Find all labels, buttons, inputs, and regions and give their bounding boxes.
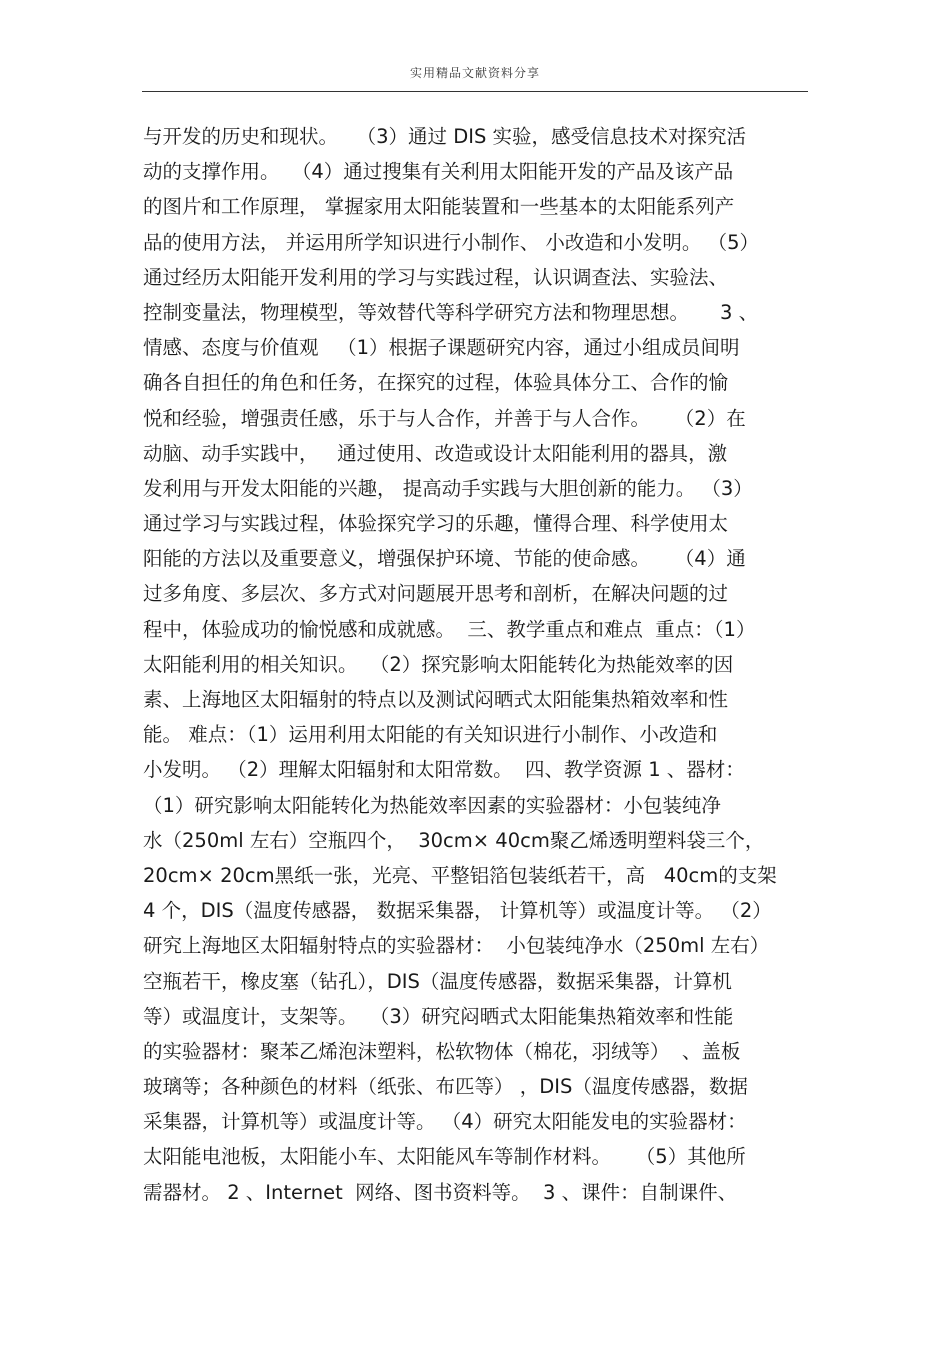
text-line: 动脑、动手实践中， 通过使用、改造或设计太阳能利用的器具，激 xyxy=(143,441,728,465)
text-line: 品的使用方法， 并运用所学知识进行小制作、 小改造和小发明。 （5） xyxy=(143,230,760,254)
text-line: 与开发的历史和现状。 （3）通过 DIS 实验，感受信息技术对探究活 xyxy=(143,125,747,148)
text-line: 的图片和工作原理， 掌握家用太阳能装置和一些基本的太阳能系列产 xyxy=(143,195,735,219)
text-line: 发利用与开发太阳能的兴趣， 提高动手实践与大胆创新的能力。 （3） xyxy=(143,476,753,500)
text-line: 玻璃等；各种颜色的材料（纸张、布匹等） ，DIS（温度传感器，数据 xyxy=(143,1075,748,1099)
text-line: 过多角度、多层次、多方式对问题展开思考和剖析，在解决问题的过 xyxy=(143,582,729,606)
text-line: 程中，体验成功的愉悦感和成就感。 三、教学重点和难点 重点：（1） xyxy=(143,617,756,641)
text-line: 需器材。 2 、Internet 网络、图书资料等。 3 、课件：自制课件、 xyxy=(143,1180,738,1204)
text-line: 能。 难点：（1）运用利用太阳能的有关知识进行小制作、小改造和 xyxy=(143,723,718,747)
text-line: （1）研究影响太阳能转化为热能效率因素的实验器材：小包装纯净 xyxy=(143,793,721,817)
document-body xyxy=(143,119,823,1210)
text-line: 等）或温度计，支架等。 （3）研究闷晒式太阳能集热箱效率和性能 xyxy=(143,1004,734,1028)
page-header: 实用精品文献资料分享 xyxy=(409,66,540,80)
text-line: 情感、态度与价值观 （1）根据子课题研究内容，通过小组成员间明 xyxy=(143,336,740,360)
text-line: 动的支撑作用。 （4）通过搜集有关利用太阳能开发的产品及该产品 xyxy=(143,160,734,184)
text-line: 控制变量法，物理模型，等效替代等科学研究方法和物理思想。 3 、 xyxy=(143,300,759,324)
header-divider xyxy=(142,91,808,92)
text-line: 空瓶若干，橡皮塞（钻孔），DIS（温度传感器，数据采集器，计算机 xyxy=(143,969,732,993)
text-line: 通过学习与实践过程，体验探究学习的乐趣，懂得合理、科学使用太 xyxy=(143,512,729,536)
text-line: 4 个，DIS（温度传感器， 数据采集器， 计算机等）或温度计等。 （2） xyxy=(143,899,772,923)
text-line: 阳能的方法以及重要意义，增强保护环境、节能的使命感。 （4）通 xyxy=(143,547,746,571)
text-line: 采集器，计算机等）或温度计等。 （4）研究太阳能发电的实验器材： xyxy=(143,1110,747,1134)
text-line: 水（250ml 左右）空瓶四个， 30cm× 40cm聚乙烯透明塑料袋三个， xyxy=(143,828,765,852)
text-line: 素、上海地区太阳辐射的特点以及测试闷晒式太阳能集热箱效率和性 xyxy=(143,688,729,711)
text-line: 小发明。 （2）理解太阳辐射和太阳常数。 四、教学资源 1 、器材： xyxy=(143,758,745,782)
text-line: 太阳能利用的相关知识。 （2）探究影响太阳能转化为热能效率的因 xyxy=(143,652,734,676)
text-line: 太阳能电池板，太阳能小车、太阳能风车等制作材料。 （5）其他所 xyxy=(143,1145,746,1169)
text-line: 研究上海地区太阳辐射特点的实验器材： 小包装纯净水（250ml 左右） xyxy=(143,934,770,958)
text-line: 的实验器材：聚苯乙烯泡沫塑料，松软物体（棉花，羽绒等） 、盖板 xyxy=(143,1039,741,1063)
text-line: 确各自担任的角色和任务，在探究的过程，体验具体分工、合作的愉 xyxy=(143,371,729,395)
text-line: 通过经历太阳能开发利用的学习与实践过程，认识调查法、实验法、 xyxy=(143,265,729,289)
text-line: 悦和经验，增强责任感，乐于与人合作，并善于与人合作。 （2）在 xyxy=(143,406,746,430)
text-line: 20cm× 20cm黑纸一张，光亮、平整铝箔包装纸若干，高 40cm的支架 xyxy=(143,863,777,887)
